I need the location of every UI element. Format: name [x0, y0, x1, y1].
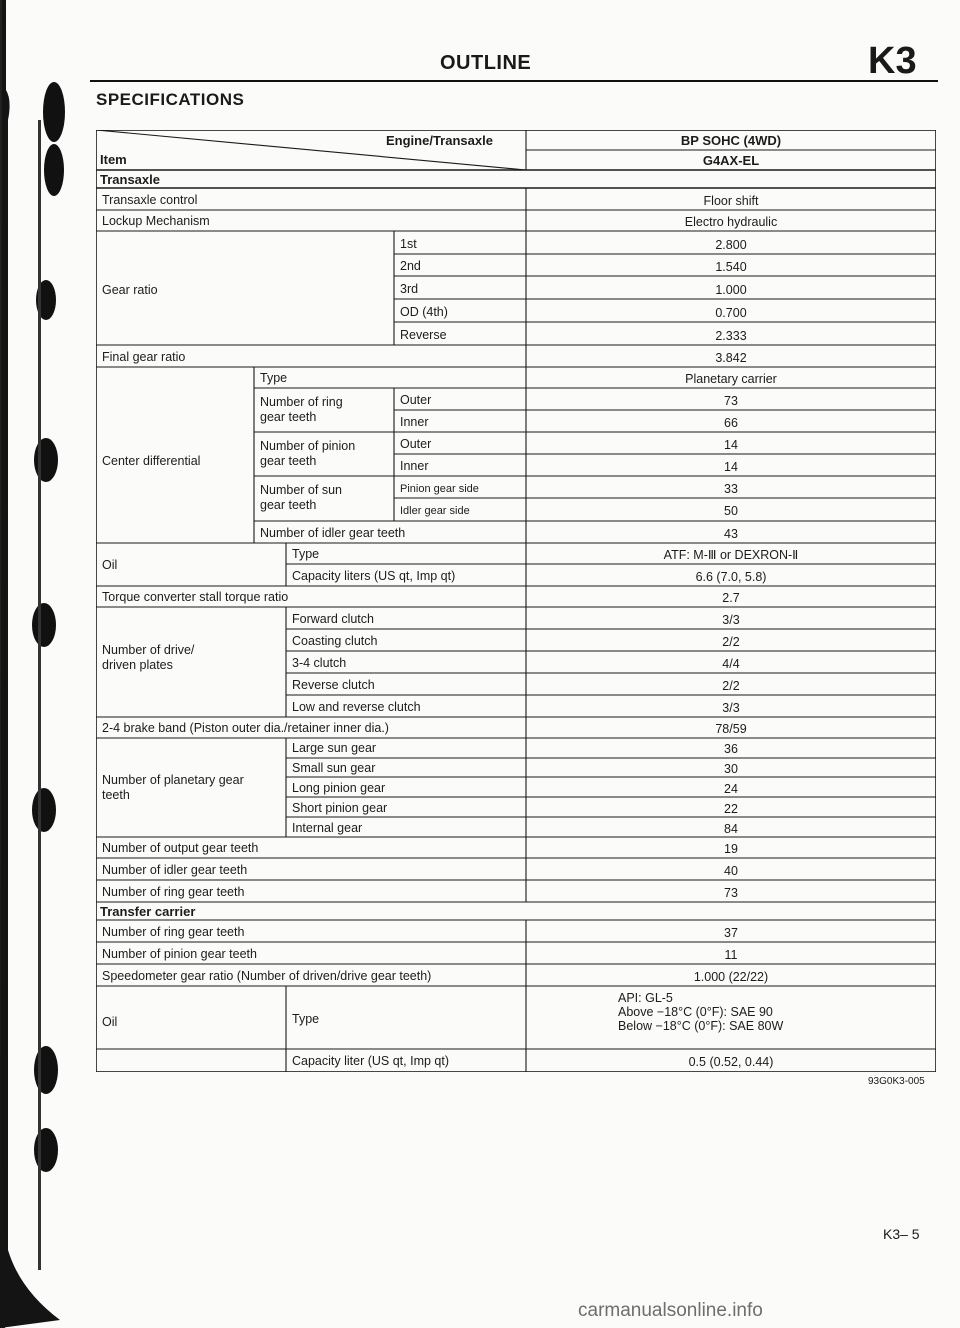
planetary-value: 84 — [724, 822, 738, 836]
row-value-transfer-ring-gear: 37 — [724, 926, 738, 940]
transfer-oil-capacity-label: Capacity liter (US qt, Imp qt) — [292, 1054, 449, 1068]
gear-ratio-value: 0.700 — [715, 306, 747, 320]
corner-label-item: Item — [100, 152, 127, 167]
row-label-drive-plates: Number of drive/ — [102, 643, 195, 657]
gear-ratio-value: 1.000 — [715, 283, 747, 297]
plates-value: 2/2 — [722, 679, 740, 693]
row-label-speedometer: Speedometer gear ratio (Number of driven/drive gear teeth) — [102, 969, 432, 983]
gear-ratio-sub-label: OD (4th) — [400, 305, 448, 319]
row-value-brake-band: 78/59 — [715, 722, 747, 736]
planetary-value: 24 — [724, 782, 738, 796]
center-diff-ring-outer-value: 73 — [724, 394, 738, 408]
figure-code: 93G0K3-005 — [868, 1076, 925, 1087]
planetary-value: 36 — [724, 742, 738, 756]
center-diff-pinion-inner-value: 14 — [724, 460, 738, 474]
section-title: SPECIFICATIONS — [96, 90, 245, 109]
gear-ratio-value: 1.540 — [715, 260, 747, 274]
row-label-transaxle-control: Transaxle control — [102, 193, 198, 207]
center-diff-sun-label: gear teeth — [260, 498, 317, 512]
row-label-output-gear: Number of output gear teeth — [102, 841, 259, 855]
row-label-lockup: Lockup Mechanism — [102, 214, 210, 228]
center-diff-type-label: Type — [260, 371, 288, 385]
gear-ratio-sub-label: 3rd — [400, 282, 419, 296]
section-heading-transfer-carrier: Transfer carrier — [100, 904, 196, 919]
row-value-output-gear: 19 — [724, 842, 738, 856]
center-diff-ring-inner-value: 66 — [724, 416, 738, 430]
row-value-final-gear-ratio: 3.842 — [715, 351, 747, 365]
specifications-table — [96, 130, 936, 1072]
plates-sub-label: Coasting clutch — [292, 634, 378, 648]
row-label-transfer-oil: Oil — [102, 1015, 118, 1029]
oil-type-value: ATF: M-Ⅲ or DEXRON-Ⅱ — [663, 548, 799, 562]
center-diff-type-value: Planetary carrier — [685, 372, 777, 386]
row-label-ring-gear: Number of ring gear teeth — [102, 885, 245, 899]
row-label-transfer-pinion-gear: Number of pinion gear teeth — [102, 947, 257, 961]
row-label-idler-gear: Number of idler gear teeth — [102, 863, 248, 877]
row-label-planetary-gear: teeth — [102, 788, 130, 802]
gear-ratio-sub-label: 1st — [400, 237, 417, 251]
row-value-lockup: Electro hydraulic — [684, 215, 778, 229]
row-label-center-differential: Center differential — [102, 454, 201, 468]
center-diff-pinion-label: Number of pinion — [260, 439, 356, 453]
center-diff-ring-label: Number of ring — [260, 395, 343, 409]
center-diff-pinion-outer-value: 14 — [724, 438, 738, 452]
header-rule — [90, 80, 938, 82]
row-label-final-gear-ratio: Final gear ratio — [102, 350, 186, 364]
page-number: K3– 5 — [883, 1226, 920, 1242]
row-value-ring-gear: 73 — [724, 886, 738, 900]
center-diff-sun-pinion-side: Pinion gear side — [400, 483, 479, 495]
watermark: carmanualsonline.info — [578, 1300, 763, 1321]
oil-capacity-value: 6.6 (7.0, 5.8) — [695, 570, 767, 584]
center-diff-sun-idler-side: Idler gear side — [400, 505, 470, 517]
planetary-sub-label: Small sun gear — [292, 761, 376, 775]
plates-value: 4/4 — [722, 657, 740, 671]
row-label-drive-plates: driven plates — [102, 658, 173, 672]
gear-ratio-value: 2.333 — [715, 329, 747, 343]
row-label-brake-band: 2-4 brake band (Piston outer dia./retainer inner dia.) — [102, 721, 389, 735]
center-diff-sun-label: Number of sun — [260, 483, 342, 497]
row-value-idler-gear: 40 — [724, 864, 738, 878]
plates-value: 3/3 — [722, 701, 740, 715]
planetary-value: 22 — [724, 802, 738, 816]
planetary-sub-label: Short pinion gear — [292, 801, 388, 815]
page-header-title: OUTLINE — [440, 52, 532, 74]
center-diff-idler-label: Number of idler gear teeth — [260, 526, 406, 540]
center-diff-ring-outer: Outer — [400, 393, 432, 407]
gear-ratio-sub-label: Reverse — [400, 328, 447, 342]
transfer-oil-type-value: Above −18°C (0°F): SAE 90 — [618, 1005, 773, 1019]
section-heading-transaxle: Transaxle — [100, 172, 160, 187]
transfer-oil-type-label: Type — [292, 1012, 320, 1026]
planetary-sub-label: Long pinion gear — [292, 781, 386, 795]
center-diff-ring-inner: Inner — [400, 415, 429, 429]
row-value-torque-converter: 2.7 — [722, 591, 740, 605]
oil-type-label: Type — [292, 547, 320, 561]
page-header-code: K3 — [868, 40, 917, 82]
gear-ratio-value: 2.800 — [715, 238, 747, 252]
plates-value: 2/2 — [722, 635, 740, 649]
corner-label-engine: Engine/Transaxle — [386, 133, 493, 148]
transfer-oil-type-value: Below −18°C (0°F): SAE 80W — [618, 1019, 784, 1033]
center-diff-pinion-label: gear teeth — [260, 454, 317, 468]
row-label-gear-ratio: Gear ratio — [102, 283, 158, 297]
transfer-oil-type-value: API: GL-5 — [618, 991, 673, 1005]
column-header-engine: BP SOHC (4WD) — [680, 133, 782, 148]
row-label-torque-converter: Torque converter stall torque ratio — [102, 590, 289, 604]
row-value-speedometer: 1.000 (22/22) — [693, 970, 769, 984]
center-diff-sun-idler-value: 50 — [724, 504, 738, 518]
plates-sub-label: Forward clutch — [292, 612, 374, 626]
center-diff-sun-pinion-value: 33 — [724, 482, 738, 496]
row-label-transfer-ring-gear: Number of ring gear teeth — [102, 925, 245, 939]
center-diff-pinion-inner: Inner — [400, 459, 429, 473]
plates-value: 3/3 — [722, 613, 740, 627]
gear-ratio-sub-label: 2nd — [400, 259, 421, 273]
plates-sub-label: Reverse clutch — [292, 678, 375, 692]
plates-sub-label: Low and reverse clutch — [292, 700, 421, 714]
column-header-transaxle: G4AX-EL — [702, 153, 760, 168]
center-diff-ring-label: gear teeth — [260, 410, 317, 424]
binding-edge — [0, 0, 70, 1328]
planetary-sub-label: Internal gear — [292, 821, 363, 835]
planetary-value: 30 — [724, 762, 738, 776]
row-label-oil: Oil — [102, 558, 118, 572]
row-label-planetary-gear: Number of planetary gear — [102, 773, 244, 787]
oil-capacity-label: Capacity liters (US qt, Imp qt) — [292, 569, 456, 583]
row-value-transfer-pinion-gear: 11 — [724, 948, 738, 962]
transfer-oil-capacity-value: 0.5 (0.52, 0.44) — [688, 1055, 774, 1069]
planetary-sub-label: Large sun gear — [292, 741, 377, 755]
plates-sub-label: 3-4 clutch — [292, 656, 347, 670]
center-diff-idler-value: 43 — [724, 527, 738, 541]
row-value-transaxle-control: Floor shift — [703, 194, 759, 208]
center-diff-pinion-outer: Outer — [400, 437, 432, 451]
